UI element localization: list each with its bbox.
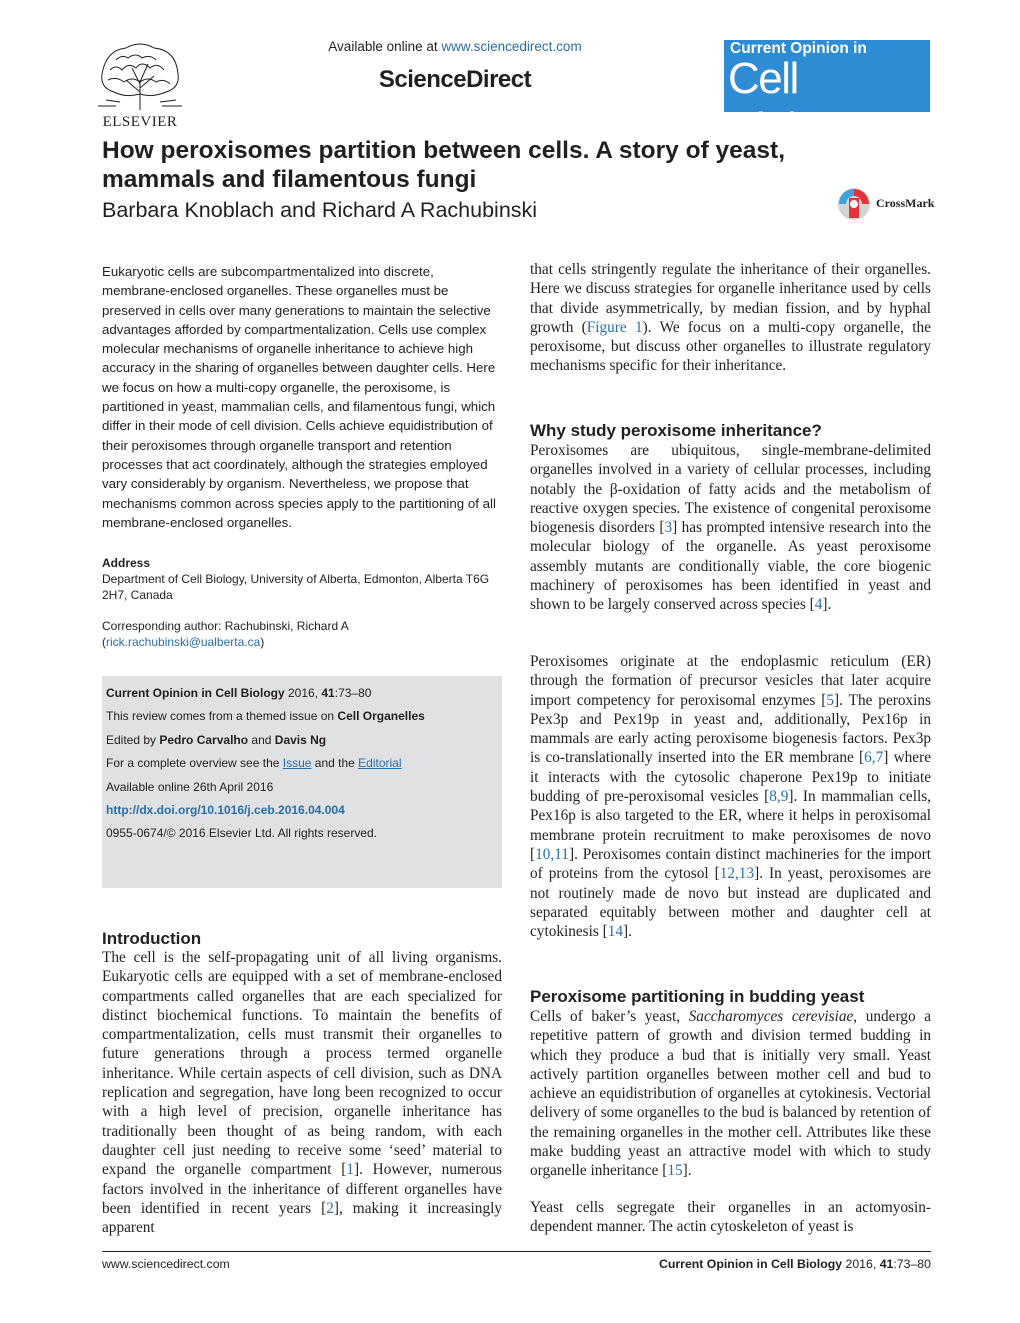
intro-text-2: ]. However, numerous factors involved in the inheritance of different organelles have been identified in recent years [ [102, 1161, 502, 1217]
address-label: Address [102, 556, 151, 570]
editorial-link[interactable]: Editorial [358, 756, 402, 771]
figure-1-link[interactable]: Figure 1 [586, 318, 643, 336]
article-authors: Barbara Knoblach and Richard A Rachubinski [102, 198, 538, 222]
ref-link-14[interactable]: 14 [607, 923, 624, 941]
paren-open: ( [102, 635, 106, 649]
elsevier-tree-icon [96, 40, 184, 112]
abstract: Eukaryotic cells are subcompartmentalized into discrete, membrane-enclosed organelles. These organelles must be preserved in cells over many generations to maintain the selective advantages afforded by compartmentalization. Cells use complex molecular mechanisms of organelle inheritance to achieve high accuracy in the sharing of organelles between daughter cells. Here we focus on how a multi-copy organelle, the peroxisome, is partitioned in yeast, mammalian cells, and filamentous fungi, which differ in their mode of cell division. Cells achieve equidistribution of their peroxisomes through organelle transport and retention processes that act coordinately, although the strategies employed vary considerably by organism. Nevertheless, we propose that mechanisms common across species apply to the partitioning of all membrane-enclosed organelles. [102, 264, 496, 530]
info-year: 2016, [284, 686, 322, 700]
info-themed-name: Cell Organelles [337, 709, 425, 724]
info-available-online: Available online 26th April 2016 [106, 779, 274, 794]
yeast-text-1: Cells of baker’s yeast, [530, 1008, 689, 1025]
crossmark-badge[interactable] [836, 186, 936, 222]
article-title: How peroxisomes partition between cells. A story of yeast, mammals and filamentous fungi [102, 137, 786, 193]
footer-url[interactable]: www.sciencedirect.com [102, 1257, 230, 1271]
issue-link[interactable]: Issue [282, 756, 312, 771]
ref-link-10-11[interactable]: 10,11 [535, 845, 569, 863]
why-text-3: ]. [822, 596, 832, 614]
introduction-heading: Introduction [102, 929, 202, 948]
intro-continued-paragraph [530, 260, 931, 376]
yeast-text-3: ]. [682, 1162, 692, 1180]
ref-link-1[interactable]: 1 [346, 1161, 354, 1179]
sciencedirect-brand: ScienceDirect [378, 66, 532, 93]
origin-text-2: ]. The peroxins Pex3p and Pex19p in yeast and, additionally, Pex16p in mammals are early acting peroxisome biogenesis factors. Pex3p is co-translationally inserted into the ER membrane [ [530, 691, 931, 767]
crossmark-icon [836, 186, 872, 222]
intro-text-3: ], making it increasingly apparent [102, 1199, 502, 1237]
author-email-link[interactable]: rick.rachubinski@ualberta.ca [106, 635, 261, 649]
ref-link-2[interactable]: 2 [326, 1199, 334, 1217]
paren-close: ) [260, 635, 265, 649]
journal-logo-main: Cell Biology [728, 54, 862, 153]
yeast-text-2: , undergo a repetitive pattern of growth and division termed budding in which they produce a bud that is initially very small. Yeast actively partition organelles between mother cell and bud to achieve an equidistribution of organelles at cytokinesis. Vectorial delivery of some organelles to the bud is balanced by retention of the remaining organelles in the mother cell. Attributes like these make budding yeast an attractive model with which to study organelle inheritance [ [530, 1008, 931, 1180]
budding-yeast-heading: Peroxisome partitioning in budding yeast [530, 987, 865, 1006]
address-text: Department of Cell Biology, University of Alberta, Edmonton, Alberta T6G 2H7, Canada [102, 572, 490, 602]
info-overview-and: and the [311, 756, 359, 771]
info-copyright: 0955-0674/© 2016 Elsevier Ltd. All rights reserved. [106, 826, 377, 841]
ref-link-8-9[interactable]: 8,9 [769, 788, 789, 806]
why-text-2: ] has prompted intensive research into the molecular biology of the organelle. As yeast peroxisome assembly mutants are conditionally viable, the core biogenic machinery of peroxisomes has been identified in yeast and shown to be largely conserved across species [ [530, 519, 932, 614]
info-editor-2: Davis Ng [274, 732, 327, 747]
info-themed-issue [106, 705, 502, 728]
info-pages: :73–80 [334, 686, 372, 700]
info-journal: Current Opinion in Cell Biology [106, 686, 285, 700]
elsevier-logo [96, 40, 184, 130]
introduction-body [102, 948, 502, 1237]
footer-divider [102, 1251, 931, 1252]
ref-link-15[interactable]: 15 [667, 1162, 683, 1180]
footer-journal-name: Current Opinion in Cell Biology [658, 1257, 843, 1271]
available-online-line [300, 39, 610, 54]
col2-text-2: ). We focus on a multi-copy organelle, the peroxisome, but discuss other organelles to illustrate regulatory mechanisms specific for their inheritance. [530, 318, 931, 375]
ref-link-5[interactable]: 5 [826, 691, 835, 709]
why-study-body [530, 441, 931, 615]
info-edited-prefix: Edited by [106, 732, 160, 747]
info-overview-prefix: For a complete overview see the [106, 756, 283, 771]
intro-text-1: The cell is the self-propagating unit of all living organisms. Eukaryotic cells are equipped with a set of membrane-enclosed compartments called organelles that are each specialized for distinct biochemical functions. To maintain the benefits of compartmentalization, cells must transmit their organelles to future generations through a process termed organelle inheritance. While certain aspects of cell division, such as DNA replication and segregation, have long been recognized to occur with a high level of precision, organelle inheritance has traditionally been thought of as being random, with each daughter cell just needing to receive some ‘seed’ material to expand the organelle compartment [ [102, 949, 502, 1179]
crossmark-label: CrossMark [876, 196, 935, 210]
available-online-label: Available online at [328, 39, 442, 54]
why-text-1: Peroxisomes are ubiquitous, single-membrane-delimited organelles involved in a variety of cellular processes, including notably the β-oxidation of fatty acids and the metabolism of reactive oxygen species. The existence of congenital peroxisome biogenesis disorders [ [530, 442, 931, 537]
info-themed-prefix: This review comes from a themed issue on [106, 709, 338, 724]
info-citation [106, 682, 502, 705]
footer-pages: :73–80 [893, 1257, 931, 1271]
origin-text-6: ]. In yeast, peroxisomes are not routinely made de novo but instead are duplicated and separated equitably between mother and daughter cell at cytokinesis [ [530, 865, 931, 941]
info-editor-1: Pedro Carvalho [159, 732, 249, 747]
article-info-box [102, 676, 502, 888]
sciencedirect-link[interactable]: www.sciencedirect.com [441, 39, 582, 54]
info-volume: 41 [321, 686, 335, 700]
info-editors [106, 729, 502, 752]
elsevier-wordmark: ELSEVIER [102, 114, 178, 130]
ref-link-3[interactable]: 3 [664, 519, 673, 537]
origin-text-5: ]. Peroxisomes contain distinct machineries for the import of proteins from the cytosol [ [530, 845, 931, 883]
ref-link-12-13[interactable]: 12,13 [719, 865, 755, 883]
info-edited-and: and [248, 732, 275, 747]
origin-text-7: ]. [623, 923, 632, 941]
budding-yeast-paragraph-2: Yeast cells segregate their organelles in an actomyosin-dependent manner. The actin cytoskeleton of yeast is [530, 1199, 931, 1236]
origin-text-1: Peroxisomes originate at the endoplasmic reticulum (ER) through the formation of precursor vesicles that later acquire import competency for peroxisomal enzymes [ [530, 653, 931, 709]
footer-year: 2016, [842, 1257, 880, 1271]
species-name: Saccharomyces cerevisiae [688, 1008, 854, 1025]
journal-logo [724, 40, 930, 153]
ref-link-4[interactable]: 4 [814, 596, 823, 614]
budding-yeast-body [530, 1007, 931, 1181]
origin-paragraph [530, 652, 931, 941]
address-block [102, 555, 502, 603]
ref-link-6-7[interactable]: 6,7 [864, 749, 884, 767]
col2-text-1: that cells stringently regulate the inheritance of their organelles. Here we discuss strategies for organelle inheritance used by cells that divide asymmetrically, by median fission, and by hyphal growth ( [530, 261, 931, 336]
corresponding-text: Corresponding author: Rachubinski, Richard A [102, 619, 349, 633]
journal-logo-top: Current Opinion in [730, 40, 867, 57]
info-overview [106, 752, 502, 775]
corresponding-author [102, 618, 502, 650]
doi-link[interactable]: http://dx.doi.org/10.1016/j.ceb.2016.04.004 [106, 803, 345, 818]
why-study-heading: Why study peroxisome inheritance? [530, 421, 822, 440]
origin-text-4: ]. In mammalian cells, Pex16p is also targeted to the ER, where it helps in peroxisomal membrane protein recruitment to make peroxisomes de novo [ [530, 788, 931, 863]
origin-text-3: ] where it interacts with the cytosolic chaperone Pex19p to initiate budding of pre-peroxisomal vesicles [ [530, 749, 931, 806]
footer-citation [560, 1257, 931, 1271]
footer-volume: 41 [879, 1257, 894, 1271]
